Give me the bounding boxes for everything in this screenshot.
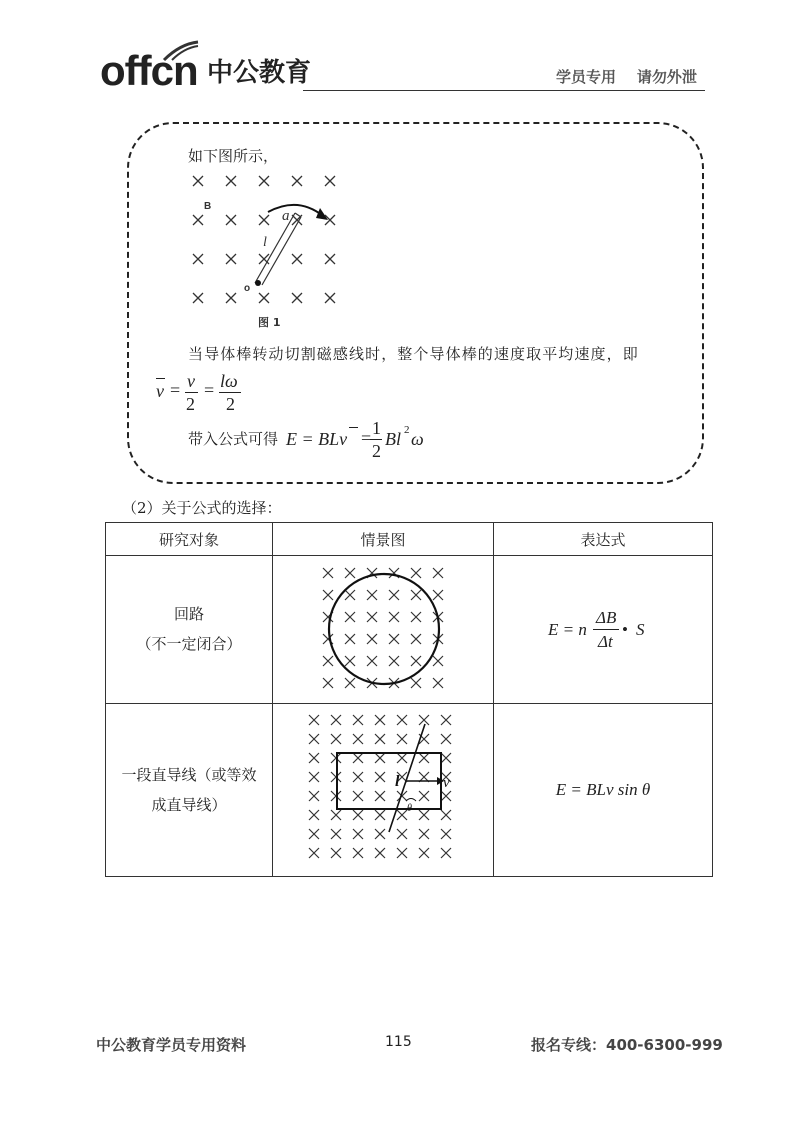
- svg-text:l: l: [395, 773, 400, 790]
- field-cross: [325, 254, 335, 264]
- field-cross: [375, 734, 385, 744]
- field-cross: [226, 293, 236, 303]
- field-cross: [441, 829, 451, 839]
- table-header-row: [106, 523, 713, 556]
- field-cross: [331, 715, 341, 725]
- field-cross: [411, 634, 421, 644]
- svg-text:θ: θ: [407, 803, 412, 814]
- field-cross: [331, 734, 341, 744]
- field-cross: [353, 829, 363, 839]
- figure-straight-wire: [303, 712, 463, 868]
- field-cross: [193, 176, 203, 186]
- box-text2: 带入公式可得: [188, 430, 279, 448]
- field-cross: [389, 590, 399, 600]
- field-cross: [309, 734, 319, 744]
- field-cross: [367, 590, 377, 600]
- field-cross: [433, 590, 443, 600]
- rod-edge-2: [262, 217, 301, 285]
- label-B: B: [204, 201, 212, 212]
- field-cross: [353, 791, 363, 801]
- rotation-arrow-icon: [268, 205, 323, 216]
- field-cross: [325, 293, 335, 303]
- table-row: [106, 704, 713, 877]
- header-object: 研究对象: [106, 523, 273, 556]
- field-cross: [345, 678, 355, 688]
- field-cross: [419, 829, 429, 839]
- field-cross: [375, 791, 385, 801]
- field-cross: [397, 829, 407, 839]
- formula-selection-table: [105, 522, 713, 877]
- field-cross: [309, 791, 319, 801]
- field-cross: [259, 176, 269, 186]
- field-cross: [433, 656, 443, 666]
- field-cross: [323, 656, 333, 666]
- field-crosses: [323, 568, 443, 688]
- field-cross: [309, 753, 319, 763]
- field-cross: [309, 829, 319, 839]
- field-cross: [309, 772, 319, 782]
- field-cross: [375, 848, 385, 858]
- field-cross: [193, 215, 203, 225]
- field-cross: [367, 656, 377, 666]
- field-cross: [419, 753, 429, 763]
- label-o: o: [244, 283, 251, 294]
- label-a: a: [282, 208, 290, 224]
- field-cross: [433, 568, 443, 578]
- field-cross: [375, 772, 385, 782]
- field-cross: [375, 829, 385, 839]
- field-cross: [325, 215, 335, 225]
- field-cross: [353, 715, 363, 725]
- field-cross: [433, 678, 443, 688]
- pivot-point: [255, 280, 261, 286]
- field-cross: [367, 634, 377, 644]
- field-cross: [419, 848, 429, 858]
- formula-average-velocity: v = v 2 = lω 2: [156, 372, 256, 417]
- field-cross: [323, 678, 333, 688]
- field-cross: [389, 634, 399, 644]
- field-cross: [259, 215, 269, 225]
- field-cross: [193, 293, 203, 303]
- field-cross: [226, 254, 236, 264]
- field-cross: [331, 848, 341, 858]
- box-text1: 当导体棒转动切割磁感线时，整个导体棒的速度取平均速度，即: [188, 345, 639, 363]
- field-cross: [419, 791, 429, 801]
- footer-left: 中公教育学员专用资料: [96, 1036, 247, 1054]
- arrowhead-icon: [316, 208, 328, 220]
- field-cross: [411, 678, 421, 688]
- field-cross: [345, 612, 355, 622]
- svg-text:v: v: [443, 775, 450, 791]
- field-cross: [367, 612, 377, 622]
- field-cross: [411, 590, 421, 600]
- table-row: [106, 556, 713, 704]
- brand-logo-text: offcn: [100, 47, 198, 94]
- field-cross: [353, 810, 363, 820]
- figure-loop-in-field: [313, 565, 453, 695]
- header-rule: [303, 90, 705, 91]
- header-scene: 情景图: [273, 523, 494, 556]
- field-cross: [292, 176, 302, 186]
- rod-end: [295, 213, 301, 217]
- field-cross: [411, 656, 421, 666]
- brand-name: 中公教育: [207, 58, 312, 88]
- field-cross: [441, 734, 451, 744]
- field-cross: [419, 715, 429, 725]
- row2-scene: [273, 704, 494, 877]
- field-cross: [259, 293, 269, 303]
- field-cross: [331, 829, 341, 839]
- section-title: （2）关于公式的选择：: [122, 499, 282, 517]
- field-cross: [353, 848, 363, 858]
- field-cross: [397, 715, 407, 725]
- field-cross: [441, 791, 451, 801]
- field-cross: [411, 568, 421, 578]
- formula-emf-rotating: E = BLv = 1 2 Bl 2 ω: [286, 418, 424, 461]
- field-cross: [389, 656, 399, 666]
- field-cross: [375, 810, 385, 820]
- field-cross: [259, 254, 269, 264]
- header-notice: 学员专用 请勿外泄: [556, 68, 697, 86]
- field-cross: [353, 734, 363, 744]
- field-cross: [331, 810, 341, 820]
- field-cross: [323, 590, 333, 600]
- field-cross: [441, 753, 451, 763]
- field-cross: [397, 753, 407, 763]
- row1-scene: [273, 556, 494, 704]
- footer-hotline: 报名专线：400-6300-999: [531, 1036, 723, 1054]
- field-cross: [226, 176, 236, 186]
- field-cross: [345, 590, 355, 600]
- field-cross: [375, 753, 385, 763]
- field-cross: [323, 568, 333, 578]
- field-cross: [292, 293, 302, 303]
- field-cross: [419, 810, 429, 820]
- field-cross: [441, 715, 451, 725]
- logo-swoosh-icon: [162, 40, 200, 62]
- loop-circle: [329, 574, 439, 684]
- figure-caption: 图 1: [258, 316, 281, 329]
- field-cross: [441, 810, 451, 820]
- row2-expression: E = BLv sin θ: [494, 704, 713, 877]
- field-cross: [353, 753, 363, 763]
- field-cross: [397, 734, 407, 744]
- field-cross: [309, 715, 319, 725]
- field-cross: [411, 612, 421, 622]
- row1-expression: E = n ΔB Δt • S: [494, 556, 713, 704]
- field-cross: [309, 810, 319, 820]
- field-cross: [226, 215, 236, 225]
- angle-arc: [406, 799, 416, 802]
- row1-object: 回路 （不一定闭合）: [106, 556, 273, 704]
- field-cross: [441, 848, 451, 858]
- field-cross: [345, 568, 355, 578]
- box-intro: 如下图所示，: [188, 147, 279, 165]
- row2-object: 一段直导线（或等效 成直导线）: [106, 704, 273, 877]
- field-cross: [345, 634, 355, 644]
- field-cross: [309, 848, 319, 858]
- page-number: 115: [385, 1034, 412, 1050]
- label-l: l: [263, 235, 267, 250]
- field-cross: [345, 656, 355, 666]
- vbar: v: [156, 381, 164, 401]
- field-cross: [193, 254, 203, 264]
- field-cross: [375, 715, 385, 725]
- field-cross: [397, 810, 407, 820]
- field-cross: [389, 612, 399, 622]
- field-cross: [325, 176, 335, 186]
- field-crosses: [309, 715, 451, 858]
- field-cross: [292, 254, 302, 264]
- field-cross: [353, 772, 363, 782]
- header-expression: 表达式: [494, 523, 713, 556]
- field-cross: [397, 848, 407, 858]
- figure-rotating-rod: [180, 168, 350, 338]
